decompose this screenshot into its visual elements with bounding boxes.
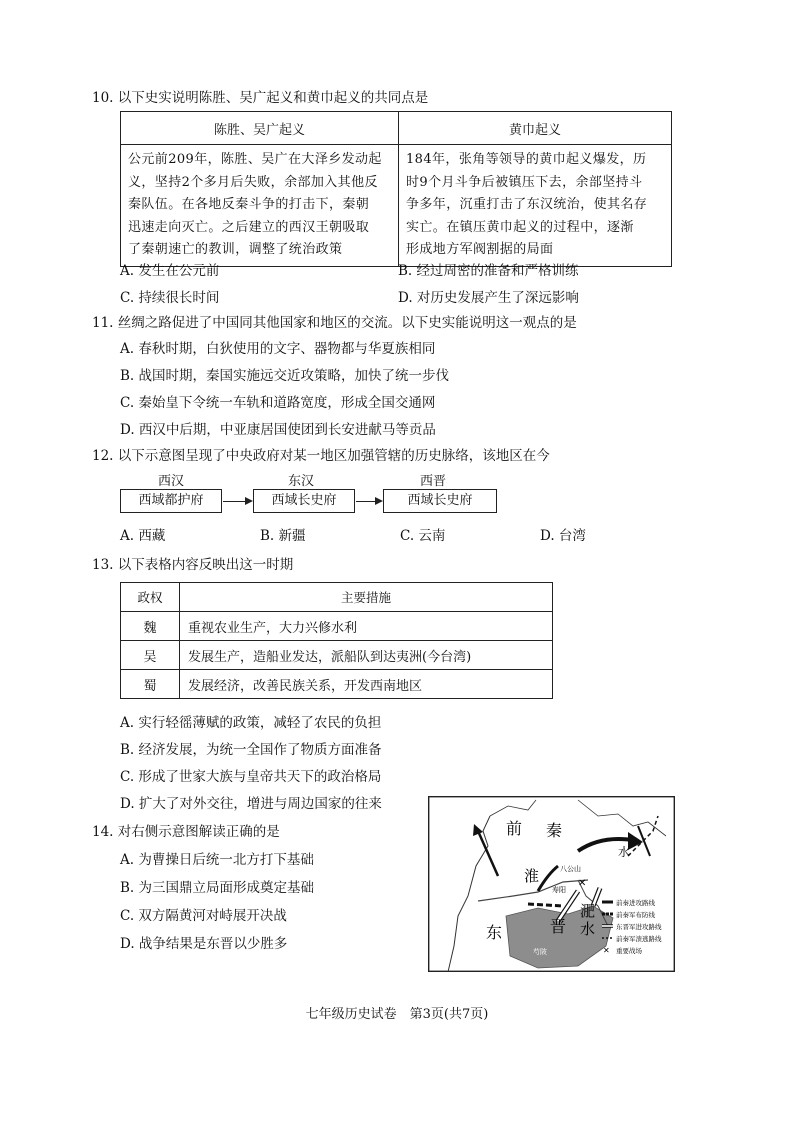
q13-measure-wei: 重视农业生产，大力兴修水利 [180, 612, 553, 641]
q13-header-measures: 主要措施 [180, 583, 553, 612]
q13-regime-wei: 魏 [121, 612, 180, 641]
line: 迅速走向灭亡。之后建立的西汉王朝吸取 [128, 219, 370, 235]
q13-measure-wu: 发展生产，造船业发达，派船队到达夷洲(今台湾) [180, 641, 553, 670]
legend-qianqin-defense: 前秦军布防线 [616, 911, 655, 919]
map-label-shui: 水 [580, 920, 596, 938]
map-label-shouyang: 寿阳 [552, 886, 566, 894]
q10-option-a[interactable]: A. 发生在公元前 [120, 263, 220, 279]
q14-stem: 14. 对右侧示意图解读正确的是 [92, 824, 280, 840]
q13-regime-wu: 吴 [121, 641, 180, 670]
q11-stem: 11. 丝绸之路促进了中国同其他国家和地区的交流。以下史实能说明这一观点的是 [92, 315, 577, 331]
q12-option-b[interactable]: B. 新疆 [260, 528, 306, 544]
era-donghan: 东汉 [288, 474, 315, 489]
q12-option-c[interactable]: C. 云南 [400, 528, 446, 544]
line: 秦队伍。在各地反秦斗争的打击下，秦朝 [128, 197, 370, 212]
line: 公元前209年，陈胜、吴广在大泽乡发动起 [128, 152, 382, 167]
q11-option-a[interactable]: A. 春秋时期，白狄使用的文字、器物都与华夏族相同 [120, 341, 436, 357]
era-xijin: 西晋 [420, 474, 447, 489]
arrow-1 [223, 501, 251, 502]
q13-option-b[interactable]: B. 经济发展，为统一全国作了物质方面准备 [120, 742, 382, 758]
q14-option-a[interactable]: A. 为曹操日后统一北方打下基础 [120, 852, 314, 868]
q10-header-left: 陈胜、吴广起义 [121, 112, 399, 145]
legend-qianqin-attack: 前秦进攻路线 [616, 899, 655, 907]
q10-table [120, 111, 672, 267]
map-label-dong: 东 [486, 923, 503, 942]
map-label-fei: 淝 [580, 902, 596, 920]
page-footer: 七年级历史试卷 第3页(共7页) [305, 1007, 489, 1022]
map-label-qin: 秦 [546, 821, 563, 840]
q14-option-c[interactable]: C. 双方隔黄河对峙展开决战 [120, 908, 287, 924]
line: 争多年，沉重打击了东汉统治，使其名存 [406, 197, 648, 212]
q10-option-c[interactable]: C. 持续很长时间 [120, 290, 220, 306]
q10-option-d[interactable]: D. 对历史发展产生了深远影响 [398, 290, 579, 306]
q10-cell-chensheng [121, 145, 399, 267]
map-label-shui-2: 水 [618, 845, 631, 859]
map-label-quebei: 芍陂 [533, 948, 547, 956]
box-xiyu-duhufu: 西域都护府 [120, 489, 222, 513]
q12-option-a[interactable]: A. 西藏 [120, 528, 166, 544]
map-label-qian: 前 [506, 819, 523, 838]
box-xiyu-zhangshifu-2: 西域长史府 [383, 489, 497, 513]
line: 时9个月斗争后被镇压下去，余部坚持斗 [406, 174, 643, 190]
q13-header-regime: 政权 [121, 583, 180, 612]
q13-table [120, 582, 553, 699]
q10-header-right: 黄巾起义 [399, 112, 672, 145]
line: 了秦朝速亡的教训，调整了统治政策 [128, 242, 343, 257]
q11-option-d[interactable]: D. 西汉中后期，中亚康居国使团到长安进献马等贡品 [120, 422, 436, 438]
q13-regime-shu: 蜀 [121, 670, 180, 699]
q13-stem: 13. 以下表格内容反映出这一时期 [92, 557, 294, 573]
q10-option-b[interactable]: B. 经过周密的准备和严格训练 [398, 263, 579, 279]
q11-option-b[interactable]: B. 战国时期，秦国实施远交近攻策略，加快了统一步伐 [120, 368, 450, 384]
map-label-huai: 淮 [524, 867, 540, 885]
arrow-2 [356, 501, 381, 502]
box-xiyu-zhangshifu-1: 西域长史府 [253, 489, 355, 513]
q10-cell-huangjin [399, 145, 672, 267]
map-label-bagongshan: 八公山 [560, 865, 581, 873]
q13-option-a[interactable]: A. 实行轻徭薄赋的政策，减轻了农民的负担 [120, 715, 382, 731]
q12-option-d[interactable]: D. 台湾 [540, 528, 586, 544]
q12-stem: 12. 以下示意图呈现了中央政府对某一地区加强管辖的历史脉络，该地区在今 [92, 448, 550, 464]
q10-stem: 10. 以下史实说明陈胜、吴广起义和黄巾起义的共同点是 [92, 90, 429, 106]
q13-measure-shu: 发展经济，改善民族关系，开发西南地区 [180, 670, 553, 699]
map-label-jin: 晋 [550, 917, 567, 936]
legend-qianqin-retreat: 前秦军溃逃路线 [616, 935, 662, 943]
legend-dongjin-attack: 东晋军进攻路线 [616, 923, 662, 931]
line: 形成地方军阀割据的局面 [406, 242, 554, 257]
line: 义，坚持2个多月后失败，余部加入其他反 [128, 174, 378, 190]
q14-option-b[interactable]: B. 为三国鼎立局面形成奠定基础 [120, 880, 315, 896]
battle-mark: ✕ [578, 878, 587, 889]
q14-option-d[interactable]: D. 战争结果是东晋以少胜多 [120, 936, 288, 952]
legend-battlefield: 重要战场 [616, 947, 642, 955]
era-xihan: 西汉 [158, 474, 185, 489]
line: 184年，张角等领导的黄巾起义爆发，历 [406, 152, 647, 167]
legend-battle-icon: ✕ [603, 946, 610, 955]
line: 实亡。在镇压黄巾起义的过程中，逐渐 [406, 219, 634, 235]
q13-option-d[interactable]: D. 扩大了对外交往，增进与周边国家的往来 [120, 796, 382, 812]
q11-option-c[interactable]: C. 秦始皇下令统一车轨和道路宽度，形成全国交通网 [120, 395, 436, 411]
feishui-battle-map [428, 796, 675, 972]
q13-option-c[interactable]: C. 形成了世家大族与皇帝共天下的政治格局 [120, 769, 382, 785]
